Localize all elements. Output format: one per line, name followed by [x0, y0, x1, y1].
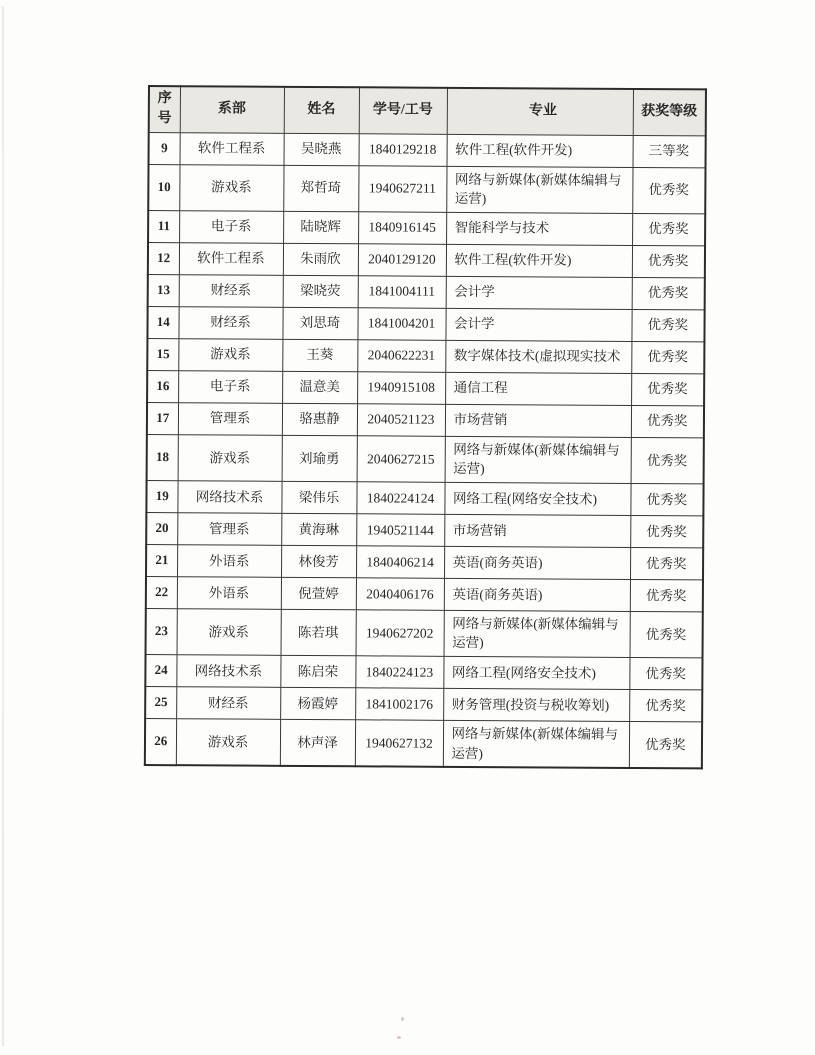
cell-award: 优秀奖 — [631, 437, 704, 484]
cell-index: 11 — [148, 210, 179, 242]
cell-major: 市场营销 — [444, 514, 630, 547]
scanner-edge-shadow — [2, 6, 4, 1046]
cell-department: 游戏系 — [178, 338, 282, 371]
cell-name: 刘瑜勇 — [282, 435, 357, 482]
cell-index: 19 — [146, 480, 177, 512]
cell-name: 郑哲琦 — [283, 165, 358, 212]
cell-index: 17 — [147, 402, 178, 434]
cell-name: 王葵 — [282, 339, 357, 371]
cell-major: 网络与新媒体(新媒体编辑与运营) — [446, 166, 632, 213]
cell-department: 电子系 — [179, 210, 283, 243]
cell-department: 财经系 — [179, 274, 283, 307]
cell-department: 网络技术系 — [176, 655, 280, 688]
table-row — [146, 608, 703, 658]
cell-index: 21 — [146, 544, 177, 576]
table-row — [146, 544, 703, 579]
cell-major: 网络工程(网络安全技术) — [443, 656, 629, 689]
table-row — [147, 370, 704, 405]
cell-award: 优秀奖 — [630, 579, 703, 611]
cell-student_id: 1940627211 — [358, 165, 446, 212]
cell-department: 软件工程系 — [179, 242, 283, 275]
cell-student_id: 1841004201 — [357, 308, 445, 341]
table-row — [147, 306, 704, 341]
cell-award: 三等奖 — [633, 135, 706, 167]
cell-index: 10 — [148, 164, 179, 210]
cell-department: 软件工程系 — [180, 132, 284, 165]
cell-student_id: 1840406214 — [356, 546, 444, 579]
cell-major: 财务管理(投资与税收筹划) — [443, 688, 629, 721]
cell-award: 优秀奖 — [631, 309, 704, 341]
cell-name: 陆晓辉 — [283, 211, 358, 243]
cell-department: 财经系 — [176, 687, 280, 720]
table-row — [146, 512, 703, 547]
cell-student_id: 1940627132 — [355, 720, 443, 767]
cell-index: 15 — [147, 338, 178, 370]
cell-department: 游戏系 — [179, 164, 283, 211]
cell-award: 优秀奖 — [631, 373, 704, 405]
cell-student_id: 2040129120 — [358, 244, 446, 277]
cell-major: 软件工程(软件开发) — [446, 244, 632, 277]
cell-award: 优秀奖 — [629, 721, 702, 768]
cell-index: 12 — [148, 242, 179, 274]
cell-student_id: 1840916145 — [358, 212, 446, 245]
cell-department: 管理系 — [178, 402, 282, 435]
cell-index: 23 — [146, 608, 177, 654]
cell-major: 网络工程(网络安全技术) — [444, 482, 630, 515]
table-row — [147, 402, 704, 437]
cell-department: 游戏系 — [178, 434, 282, 481]
cell-index: 20 — [146, 512, 177, 544]
award-list-table — [144, 85, 707, 769]
cell-index: 18 — [147, 434, 178, 480]
cell-department: 电子系 — [178, 370, 282, 403]
cell-name: 陈启荣 — [280, 655, 355, 687]
cell-award: 优秀奖 — [631, 405, 704, 437]
table-row — [147, 434, 704, 484]
cell-student_id: 1840224123 — [355, 656, 443, 689]
cell-index: 26 — [145, 718, 176, 765]
cell-award: 优秀奖 — [632, 277, 705, 309]
cell-department: 游戏系 — [176, 719, 280, 766]
award-table-container — [144, 85, 706, 769]
cell-name: 黄海琳 — [281, 513, 356, 545]
cell-name: 刘思琦 — [282, 307, 357, 339]
table-row — [148, 164, 705, 214]
cell-name: 杨霞婷 — [280, 687, 355, 719]
cell-award: 优秀奖 — [630, 483, 703, 515]
cell-student_id: 1841002176 — [355, 688, 443, 721]
cell-student_id: 1841004111 — [358, 276, 446, 309]
table-row — [148, 210, 705, 245]
cell-name: 梁晓荧 — [283, 275, 358, 307]
cell-student_id: 1940627202 — [356, 610, 444, 657]
cell-student_id: 2040406176 — [356, 578, 444, 611]
table-row — [146, 576, 703, 611]
cell-student_id: 1840224124 — [356, 482, 444, 515]
cell-major: 会计学 — [446, 276, 632, 309]
cell-major: 网络与新媒体(新媒体编辑与运营) — [445, 436, 631, 483]
cell-department: 外语系 — [177, 577, 281, 610]
cell-department: 外语系 — [177, 545, 281, 578]
cell-student_id: 2040521123 — [357, 404, 445, 437]
cell-award: 优秀奖 — [632, 213, 705, 245]
column-header-major: 专业 — [447, 88, 633, 135]
column-header-department: 系部 — [180, 86, 284, 133]
cell-major: 智能科学与技术 — [446, 212, 632, 245]
cell-name: 骆惠静 — [282, 403, 357, 435]
cell-department: 游戏系 — [177, 609, 281, 656]
cell-major: 网络与新媒体(新媒体编辑与运营) — [443, 720, 629, 768]
column-header-award: 获奖等级 — [633, 89, 706, 136]
cell-index: 22 — [146, 576, 177, 608]
cell-name: 吴晓燕 — [284, 133, 359, 165]
cell-student_id: 2040627215 — [357, 436, 445, 483]
table-body — [145, 132, 706, 768]
cell-department: 财经系 — [178, 306, 282, 339]
column-header-index: 序号 — [149, 86, 180, 132]
table-row — [147, 338, 704, 373]
cell-student_id: 1840129218 — [359, 133, 447, 166]
table-header-row — [149, 86, 706, 135]
cell-award: 优秀奖 — [632, 245, 705, 277]
table-row — [149, 132, 706, 167]
column-header-student_id: 学号/工号 — [359, 87, 447, 134]
cell-major: 市场营销 — [445, 404, 631, 437]
cell-index: 24 — [145, 654, 176, 686]
cell-index: 13 — [148, 274, 179, 306]
table-row — [145, 718, 702, 768]
cell-name: 林俊芳 — [281, 545, 356, 577]
cell-major: 会计学 — [445, 308, 631, 341]
cell-index: 25 — [145, 686, 176, 718]
cell-student_id: 1940915108 — [357, 372, 445, 405]
table-row — [146, 480, 703, 515]
cell-name: 陈若琪 — [281, 609, 356, 656]
cell-index: 9 — [149, 132, 180, 164]
cell-index: 14 — [147, 306, 178, 338]
cell-name: 朱雨欣 — [283, 243, 358, 275]
cell-major: 英语(商务英语) — [444, 546, 630, 579]
cell-major: 通信工程 — [445, 372, 631, 405]
cell-name: 梁伟乐 — [281, 481, 356, 513]
cell-student_id: 2040622231 — [357, 340, 445, 373]
cell-major: 英语(商务英语) — [444, 578, 630, 611]
cell-name: 林声泽 — [280, 719, 355, 766]
cell-award: 优秀奖 — [629, 689, 702, 721]
column-header-name: 姓名 — [284, 87, 359, 134]
cell-index: 16 — [147, 370, 178, 402]
table-row — [148, 274, 705, 309]
cell-major: 软件工程(软件开发) — [447, 134, 633, 167]
cell-award: 优秀奖 — [629, 657, 702, 689]
table-row — [145, 686, 702, 721]
cell-award: 优秀奖 — [630, 547, 703, 579]
cell-major: 数字媒体技术(虚拟现实技术 — [445, 340, 631, 373]
cell-department: 网络技术系 — [177, 481, 281, 514]
cell-award: 优秀奖 — [632, 167, 705, 214]
cell-name: 温意美 — [282, 371, 357, 403]
cell-student_id: 1940521144 — [356, 514, 444, 547]
cell-award: 优秀奖 — [630, 611, 703, 658]
cell-major: 网络与新媒体(新媒体编辑与运营) — [444, 610, 630, 657]
cell-award: 优秀奖 — [630, 515, 703, 547]
scan-speck — [401, 1017, 404, 1021]
table-row — [148, 242, 705, 277]
cell-award: 优秀奖 — [631, 341, 704, 373]
scan-speck — [397, 1036, 401, 1039]
cell-name: 倪萱婷 — [281, 577, 356, 609]
cell-department: 管理系 — [177, 513, 281, 546]
table-row — [145, 654, 702, 689]
